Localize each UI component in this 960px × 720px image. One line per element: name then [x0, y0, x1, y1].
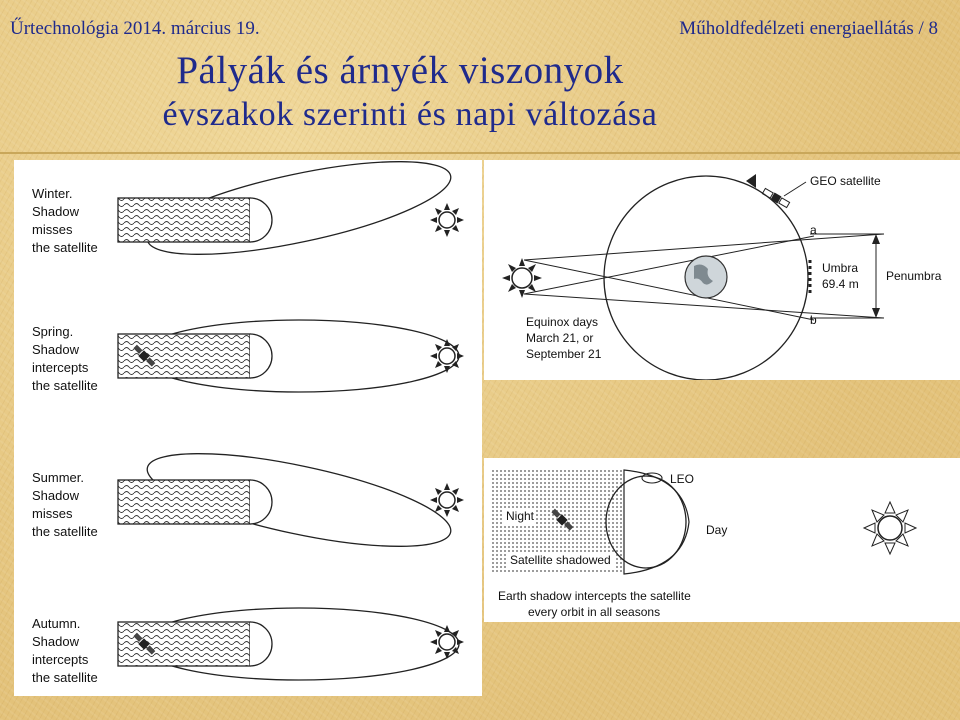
- equinox-line-2: March 21, or: [526, 331, 594, 345]
- ray: [524, 236, 814, 294]
- season-name: Winter.: [32, 186, 73, 201]
- sun-icon: [430, 625, 464, 659]
- night-label: Night: [506, 509, 535, 523]
- season-line: the satellite: [32, 670, 98, 685]
- header-date: Űrtechnológia 2014. március 19.: [10, 18, 260, 39]
- season-line: Shadow: [32, 204, 79, 219]
- earth-icon: [250, 622, 272, 666]
- leo-label: LEO: [670, 472, 695, 486]
- season-line: misses: [32, 506, 73, 521]
- sun-icon: [502, 258, 542, 298]
- season-line: Shadow: [32, 634, 79, 649]
- earth-shadow: [118, 334, 250, 378]
- earth-shadow: [118, 480, 250, 524]
- header-topic-text: Műholdfedélzeti energiaellátás: [679, 18, 914, 39]
- season-line: the satellite: [32, 378, 98, 393]
- ray: [524, 260, 814, 320]
- season-name: Summer.: [32, 470, 85, 485]
- leo-diagram: [484, 458, 960, 622]
- header-topic: [679, 18, 938, 40]
- leo-caption-1: Earth shadow intercepts the satellite: [498, 589, 691, 603]
- geo-satellite-label: GEO satellite: [810, 174, 881, 188]
- equinox-line-1: Equinox days: [526, 315, 599, 329]
- earth-shadow: [118, 622, 250, 666]
- season-line: intercepts: [32, 652, 89, 667]
- seasons-diagram: [14, 160, 482, 696]
- season-name: Spring.: [32, 324, 74, 339]
- earth-icon: [250, 480, 272, 524]
- sun-icon: [430, 339, 464, 373]
- arrow-up: [872, 234, 880, 244]
- season-winter: [32, 160, 464, 273]
- umbra-label: Umbra: [822, 261, 859, 275]
- leo-caption-2: every orbit in all seasons: [528, 605, 661, 619]
- title-divider: [0, 152, 960, 154]
- point-a-label: a: [810, 223, 817, 237]
- day-label: Day: [706, 523, 728, 537]
- leader-line: [784, 182, 806, 196]
- season-spring: [32, 320, 464, 393]
- sun-icon: [430, 483, 464, 517]
- earth-icon: [250, 198, 272, 242]
- geo-equinox-diagram: [484, 160, 960, 380]
- season-line: the satellite: [32, 524, 98, 539]
- season-line: Shadow: [32, 342, 79, 357]
- page-title: [0, 48, 960, 93]
- page-subtitle-text: évszakok szerinti és napi változása: [162, 96, 658, 133]
- season-line: the satellite: [32, 240, 98, 255]
- season-line: Shadow: [32, 488, 79, 503]
- page-subtitle: [0, 96, 960, 134]
- earth-icon: [250, 334, 272, 378]
- season-name: Autumn.: [32, 616, 81, 631]
- earth-shadow: [118, 198, 250, 242]
- page-title-text: Pályák és árnyék viszonyok: [176, 49, 624, 92]
- season-line: intercepts: [32, 360, 89, 375]
- season-autumn: [32, 608, 464, 685]
- sun-icon: [864, 502, 916, 554]
- penumbra-label: Penumbra: [886, 269, 942, 283]
- equinox-line-3: September 21: [526, 347, 602, 361]
- page-number: / 8: [918, 18, 938, 39]
- umbra-value: 69.4 m: [822, 277, 859, 291]
- satellite-shadowed-label: Satellite shadowed: [510, 553, 611, 567]
- season-summer: [32, 435, 464, 566]
- season-line: misses: [32, 222, 73, 237]
- sun-icon: [430, 203, 464, 237]
- arrow-down: [872, 308, 880, 318]
- geo-satellite-icon: [762, 188, 790, 209]
- point-b-label: b: [810, 313, 817, 327]
